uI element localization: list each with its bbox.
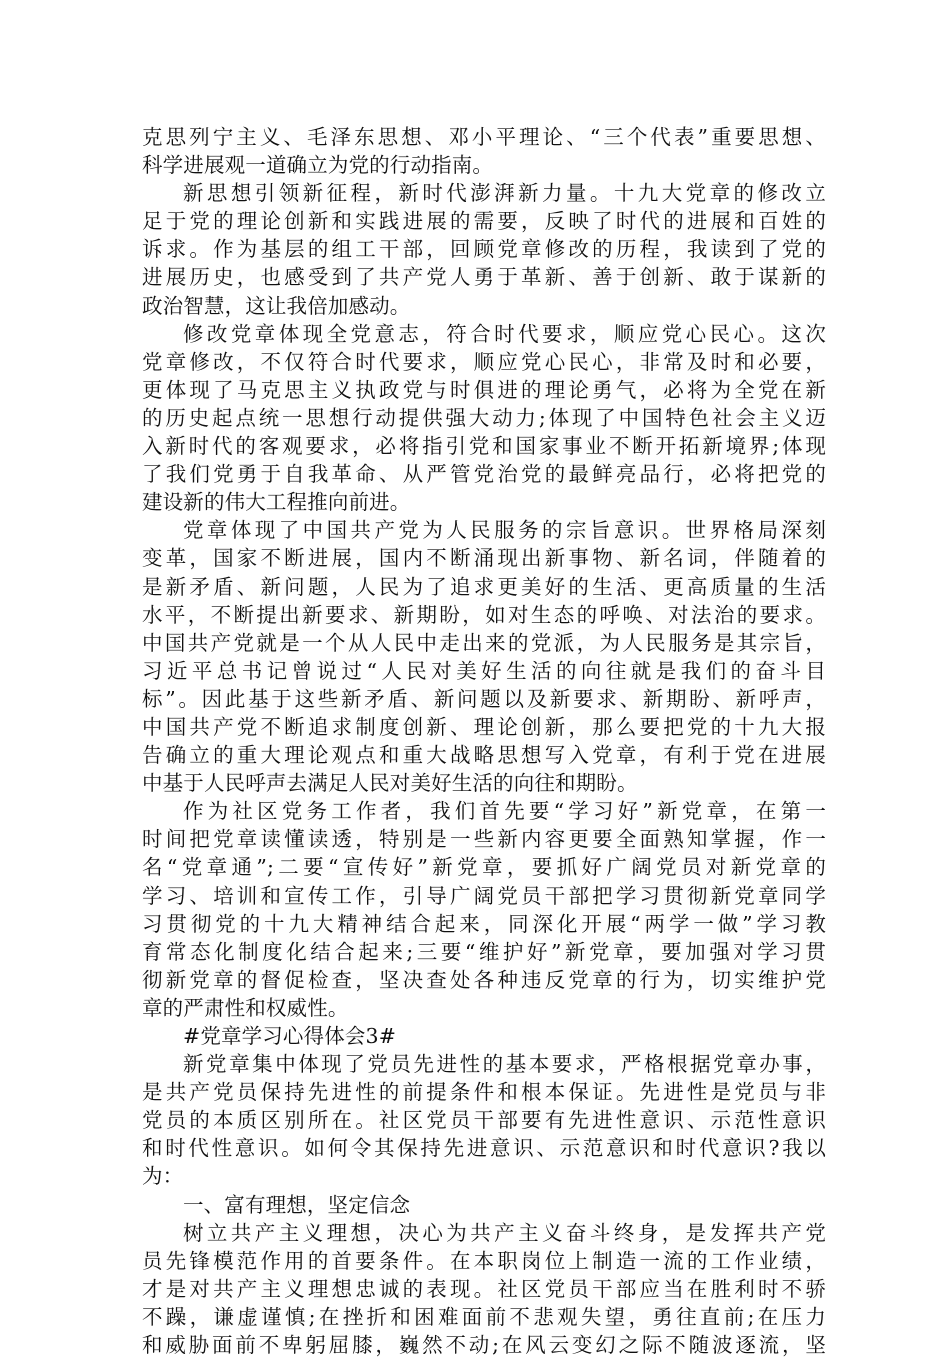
text-line: 变革，国家不断进展，国内不断涌现出新事物、新名词，伴随着的	[142, 546, 826, 571]
text-line: 习贯彻党的十九大精神结合起来，同深化开展“两学一做”学习教	[142, 911, 826, 936]
text-line: 中国共产党不断追求制度创新、理论创新，那么要把党的十九大报	[142, 714, 826, 739]
text-line: 学习、培训和宣传工作，引导广阔党员干部把学习贯彻新党章同学	[142, 883, 826, 908]
text-line: 告确立的重大理论观点和重大战略思想写入党章，有利于党在进展	[142, 743, 826, 768]
text-line: 员先锋模范作用的首要条件。在本职岗位上制造一流的工作业绩，	[142, 1248, 826, 1273]
text-line: 了我们党勇于自我革命、从严管党治党的最鲜亮品行，必将把党的	[142, 462, 826, 487]
text-line: 党章修改，不仅符合时代要求，顺应党心民心，非常及时和必要，	[142, 349, 826, 374]
text-line: 中基于人民呼声去满足人民对美好生活的向往和期盼。	[142, 771, 638, 796]
text-line: 作为社区党务工作者，我们首先要“学习好”新党章，在第一	[183, 799, 826, 824]
text-line: 水平，不断提出新要求、新期盼，如对生态的呼唤、对法治的要求。	[142, 602, 826, 627]
text-line: 是新矛盾、新问题，人民为了追求更美好的生活、更高质量的生活	[142, 574, 826, 599]
text-line: 是共产党员保持先进性的前提条件和根本保证。先进性是党员与非	[142, 1080, 826, 1105]
text-line: 和威胁面前不卑躬屈膝，巍然不动;在风云变幻之际不随波逐流，坚	[142, 1333, 826, 1358]
body-text	[142, 123, 826, 1359]
text-line: 足于党的理论创新和实践进展的需要，反映了时代的进展和百姓的	[142, 209, 826, 234]
text-line: 克思列宁主义、毛泽东思想、邓小平理论、“三个代表”重要思想、	[142, 125, 826, 149]
text-line: 名“党章通”;二要“宣传好”新党章，要抓好广阔党员对新党章的	[142, 855, 826, 880]
text-line: 才是对共产主义理想忠诚的表现。社区党员干部应当在胜利时不骄	[142, 1276, 826, 1301]
text-line: 时间把党章读懂读透，特别是一些新内容更要全面熟知掌握，作一	[142, 827, 826, 852]
text-line: 树立共产主义理想，决心为共产主义奋斗终身，是发挥共产党	[183, 1220, 826, 1245]
text-line: 诉求。作为基层的组工干部，回顾党章修改的历程，我读到了党的	[142, 237, 826, 262]
text-line: 和时代性意识。如何令其保持先进意识、示范意识和时代意识?我以	[142, 1136, 826, 1161]
text-line: 新思想引领新征程，新时代澎湃新力量。十九大党章的修改立	[183, 181, 826, 206]
text-line: 习近平总书记曾说过“人民对美好生活的向往就是我们的奋斗目	[142, 658, 826, 683]
text-line: 的历史起点统一思想行动提供强大动力;体现了中国特色社会主义迈	[142, 405, 826, 430]
text-line: 标”。因此基于这些新矛盾、新问题以及新要求、新期盼、新呼声，	[142, 686, 826, 711]
text-line: 育常态化制度化结合起来;三要“维护好”新党章，要加强对学习贯	[142, 939, 826, 964]
text-line: 一、富有理想，坚定信念	[183, 1192, 411, 1217]
text-line: 不躁，谦虚谨慎;在挫折和困难面前不悲观失望，勇往直前;在压力	[142, 1304, 826, 1329]
text-line: 中国共产党就是一个从人民中走出来的党派，为人民服务是其宗旨，	[142, 630, 826, 655]
text-line: 科学进展观一道确立为党的行动指南。	[142, 153, 494, 178]
text-line: 入新时代的客观要求，必将指引党和国家事业不断开拓新境界;体现	[142, 434, 826, 459]
text-line: #党章学习心得体会3#	[183, 1024, 397, 1048]
text-line: 新党章集中体现了党员先进性的基本要求，严格根据党章办事，	[183, 1052, 826, 1077]
text-line: 党章体现了中国共产党为人民服务的宗旨意识。世界格局深刻	[183, 518, 826, 543]
text-line: 更体现了马克思主义执政党与时俱进的理论勇气，必将为全党在新	[142, 377, 826, 402]
text-line: 进展历史，也感受到了共产党人勇于革新、善于创新、敢于谋新的	[142, 265, 826, 290]
text-line: 彻新党章的督促检查，坚决查处各种违反党章的行为，切实维护党	[142, 967, 826, 992]
text-line: 党员的本质区别所在。社区党员干部要有先进性意识、示范性意识	[142, 1108, 826, 1133]
text-line: 修改党章体现全党意志，符合时代要求，顺应党心民心。这次	[183, 321, 826, 346]
text-line: 为：	[142, 1164, 184, 1189]
text-line: 政治智慧，这让我倍加感动。	[142, 293, 411, 318]
text-line: 建设新的伟大工程推向前进。	[142, 490, 411, 515]
text-line: 章的严肃性和权威性。	[142, 995, 349, 1020]
